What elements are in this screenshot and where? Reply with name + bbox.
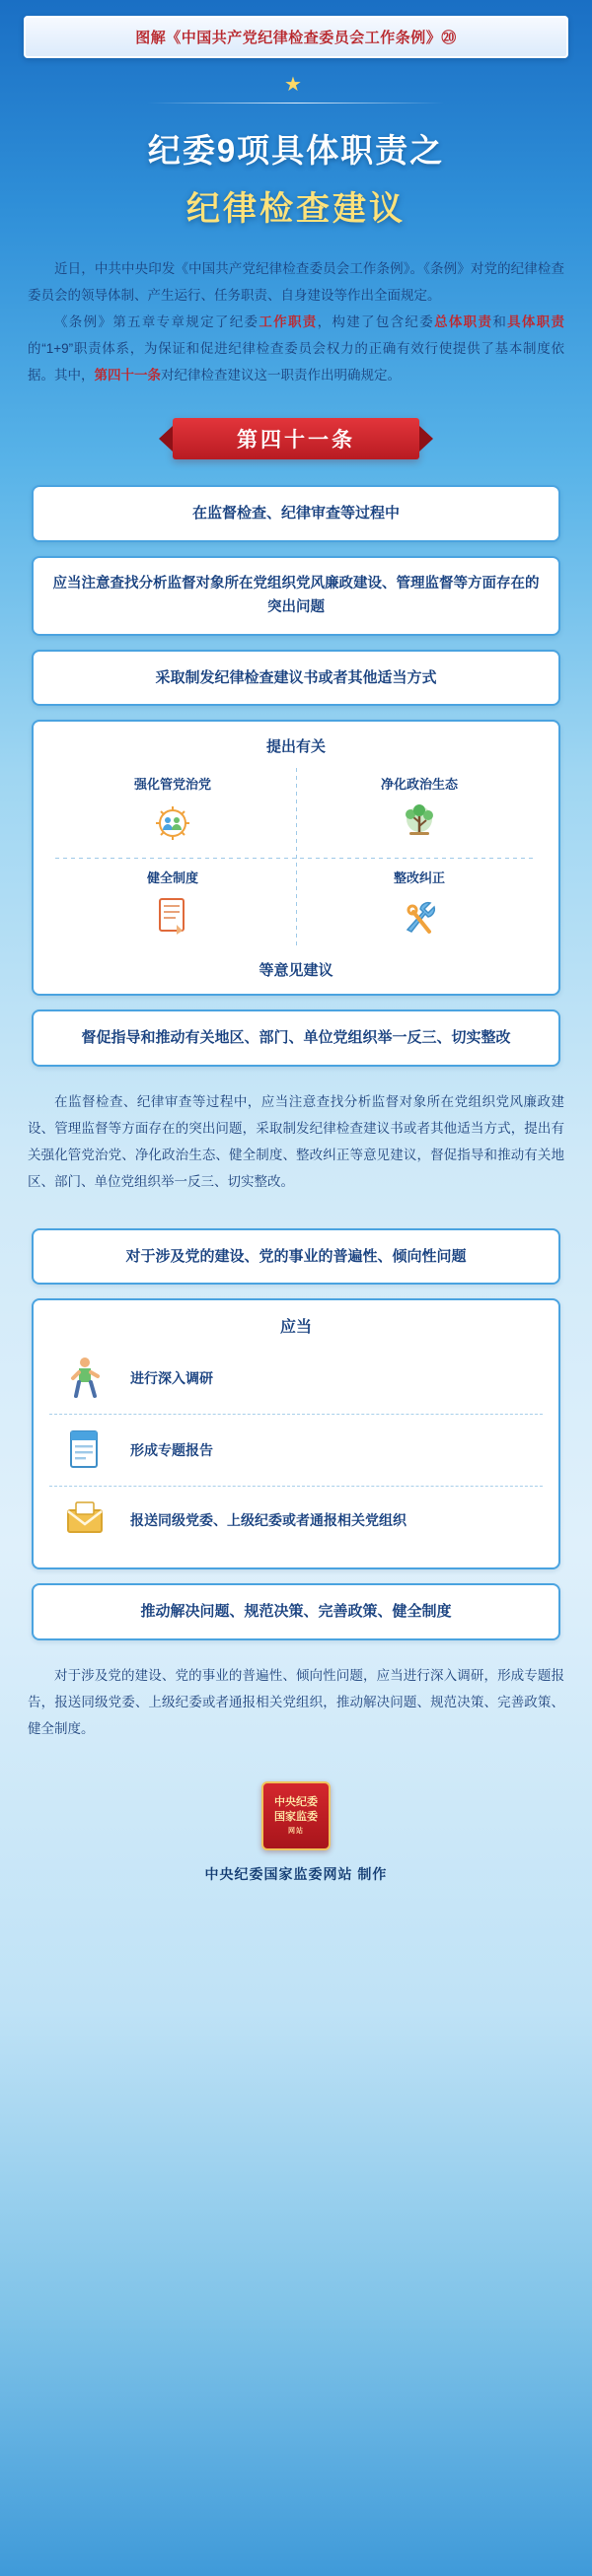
intro-p2-highlight-3: 具体职责	[507, 314, 565, 329]
header-ribbon	[24, 16, 568, 58]
article-banner-label: 第四十一条	[237, 429, 355, 452]
summary-paragraph-2: 对于涉及党的建设、党的事业的普遍性、倾向性问题，应当进行深入调研，形成专题报告，报送同级党委、上级纪委或者通报相关党组织，推动解决问题、规范决策、完善政策、健全制度。	[28, 1667, 564, 1736]
card-text: 推动解决问题、规范决策、完善政策、健全制度	[140, 1603, 452, 1621]
envelope-icon	[53, 1498, 116, 1542]
intro-paragraph-2	[28, 309, 564, 388]
card-text: 采取制发纪律检查建议书或者其他适当方式	[155, 668, 437, 686]
card-text: 在监督检查、纪律审查等过程中	[191, 505, 400, 522]
divider-line	[148, 103, 444, 104]
card-text: 应当注意查找分析监督对象所在党组织党风廉政建设、管理监督等方面存在的突出问题	[52, 575, 540, 616]
intro-p2-part-i: 对纪律检查建议这一职责作出明确规定。	[161, 368, 401, 383]
card-item	[32, 1010, 560, 1067]
quad-cell-label: 整改纠正	[393, 870, 445, 886]
footer	[0, 1781, 592, 1884]
star-divider-icon	[0, 72, 592, 104]
star-glyph: ★	[284, 74, 308, 96]
intro-p2-part-e: 和	[492, 314, 508, 329]
tools-icon	[300, 894, 539, 940]
quad-cell	[49, 764, 296, 858]
intro-p2-highlight-4: 第四十一条	[94, 368, 161, 383]
intro-section	[28, 255, 564, 388]
title-line-2: 纪律检查建议	[186, 190, 406, 228]
quad-grid	[49, 764, 543, 951]
should-list-item	[49, 1487, 543, 1554]
should-card-heading: 应当	[279, 1319, 312, 1337]
article-banner	[173, 418, 419, 459]
intro-p2-highlight-1: 工作职责	[259, 314, 318, 329]
walking-person-icon	[53, 1355, 116, 1402]
quad-cell-label: 强化管党治党	[133, 777, 211, 793]
quad-cell-label: 净化政治生态	[380, 777, 458, 793]
header-ribbon-title: 图解《中国共产党纪律检查委员会工作条例》⑳	[135, 30, 457, 46]
emblem-line-1: 中央纪委	[274, 1795, 318, 1808]
page-title	[0, 125, 592, 230]
intro-paragraph-1: 近日，中共中央印发《中国共产党纪律检查委员会工作条例》。《条例》对党的纪律检查委员会的领导体制、产生运行、任务职责、自身建设等作出全面规定。	[28, 261, 564, 303]
should-list-label: 报送同级党委、上级纪委或者通报相关党组织	[130, 1512, 407, 1529]
intro-p2-part-c: ，构建了包含纪委	[317, 314, 435, 329]
intro-p2-part-a: 《条例》第五章专章规定了纪委	[54, 314, 259, 329]
emblem-logo	[261, 1781, 331, 1850]
quad-card-title: 提出有关	[265, 738, 326, 756]
header-ribbon-wrap	[0, 0, 592, 58]
card-item	[32, 650, 560, 707]
summary-paragraph-1: 在监督检查、纪律审查等过程中，应当注意查找分析监督对象所在党组织党风廉政建设、管理监督等方面存在的突出问题，采取制发纪律检查建议书或者其他适当方式，提出有关强化管党治党、净化政治生态、健全制度、整改纠正等意见建议，督促指导和推动有关地区、部门、单位党组织举一反三、切实整改。	[28, 1093, 564, 1189]
card-item	[32, 485, 560, 542]
emblem-line-2: 国家监委	[274, 1810, 318, 1823]
quad-card	[32, 720, 560, 996]
tree-icon	[300, 801, 539, 846]
quad-cell-label: 健全制度	[146, 870, 198, 886]
card-item	[32, 556, 560, 636]
should-list-label: 形成专题报告	[130, 1442, 213, 1459]
card-text: 对于涉及党的建设、党的事业的普遍性、倾向性问题	[125, 1247, 467, 1265]
footer-credit: 中央纪委国家监委网站 制作	[204, 1865, 388, 1882]
should-list-label: 进行深入调研	[130, 1370, 213, 1387]
gear-people-icon	[53, 801, 292, 846]
card-stack-section-1	[32, 485, 560, 1067]
intro-p2-highlight-2: 总体职责	[434, 314, 493, 329]
quad-cell	[296, 858, 543, 951]
summary-section-1	[28, 1088, 564, 1195]
should-list-item	[49, 1343, 543, 1415]
report-document-icon	[53, 1427, 116, 1474]
document-icon	[53, 894, 292, 940]
quad-cell	[296, 764, 543, 858]
emblem-sub-label: 网站	[288, 1828, 304, 1836]
title-line-1: 纪委9项具体职责之	[147, 132, 445, 169]
should-list-item	[49, 1415, 543, 1487]
intro-p2-part-g: 的“1+9”职责体系，为保证和促进纪律检查委员会权力的正确有效行使提供了基本制度依据。其中，	[28, 341, 564, 383]
quad-card-footer: 等意见建议	[259, 962, 333, 980]
card-stack-section-2	[32, 1228, 560, 1640]
card-item	[32, 1228, 560, 1286]
card-item	[32, 1583, 560, 1640]
should-card	[32, 1298, 560, 1569]
summary-section-2	[28, 1662, 564, 1742]
quad-cell	[49, 858, 296, 951]
card-text: 督促指导和推动有关地区、部门、单位党组织举一反三、切实整改	[81, 1029, 511, 1047]
